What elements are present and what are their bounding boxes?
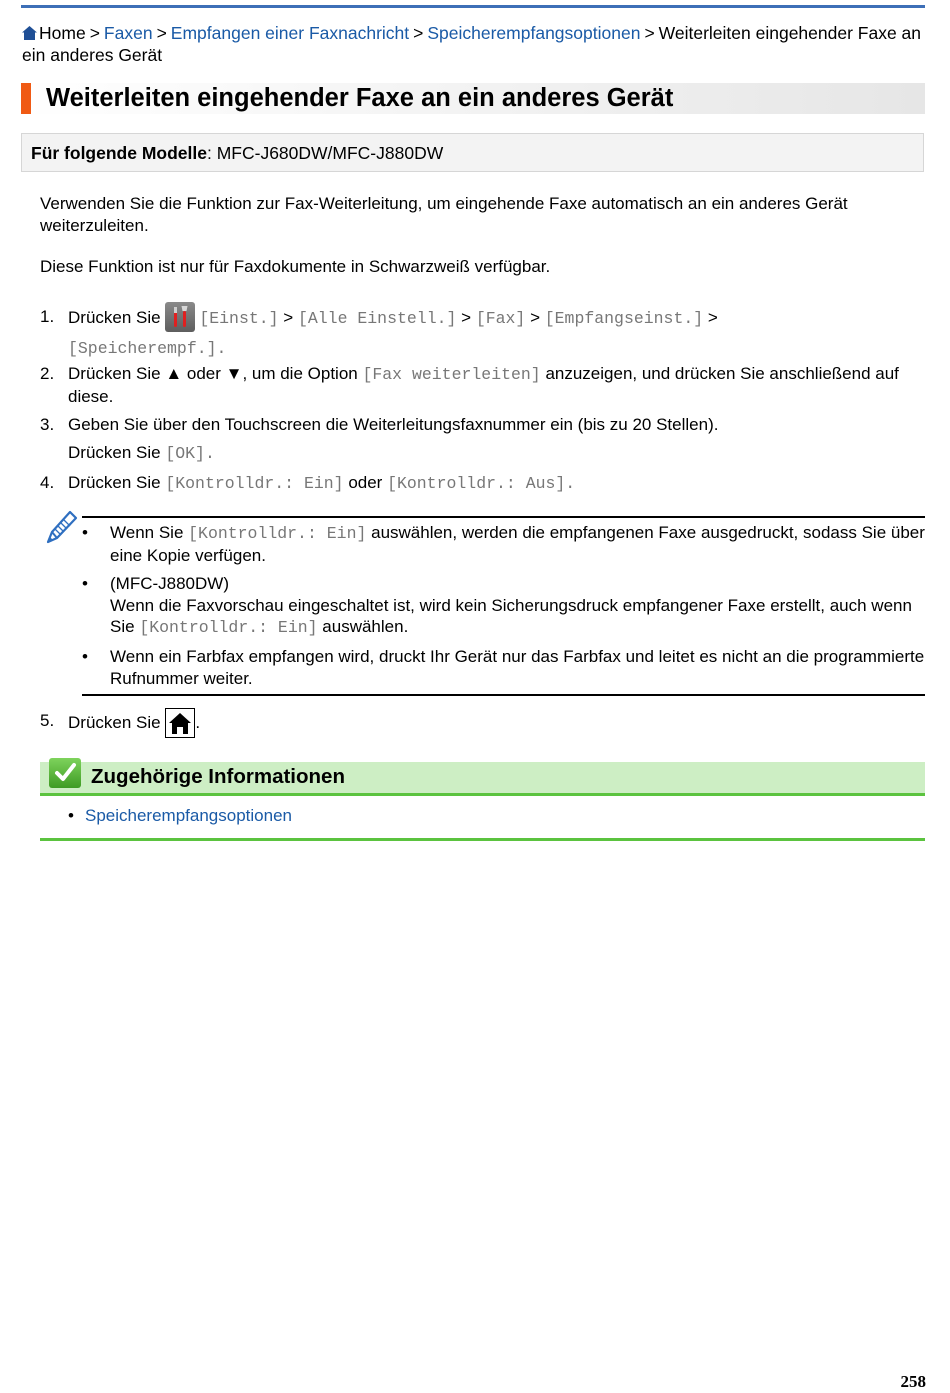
breadcrumb-separator: > — [413, 23, 424, 43]
bullet: • — [82, 647, 88, 666]
breadcrumb-separator: > — [89, 23, 100, 43]
related-info-header — [40, 762, 925, 796]
breadcrumb-link-empfangen[interactable]: Empfangen einer Faxnachricht — [170, 23, 410, 43]
home-icon[interactable] — [165, 708, 195, 738]
page-number: 258 — [900, 1372, 926, 1391]
code-kontrolldr-ein: [Kontrolldr.: Ein] — [165, 474, 344, 493]
note-text — [110, 573, 925, 639]
code-ok: [OK]. — [165, 444, 215, 463]
checkmark-icon — [49, 758, 81, 788]
note-text-part: auswählen, werden die empfangenen Faxe ausgedruckt, sodass Sie über eine Kopie verfügen. — [110, 523, 925, 565]
step-number: 4. — [40, 473, 55, 492]
note-text-part: Wenn die Faxvorschau eingeschaltet ist, wird kein Sicherungsdruck empfangener Faxe erstellt, auch wenn Sie — [110, 595, 912, 636]
models-label: Für folgende Modelle — [31, 143, 207, 163]
breadcrumb-separator: > — [644, 23, 655, 43]
related-link-speicherempfang[interactable]: Speicherempfangsoptionen — [85, 806, 292, 825]
step-number: 1. — [40, 307, 55, 326]
step-body — [68, 363, 925, 407]
step-body — [68, 708, 925, 738]
step-number: 2. — [40, 364, 55, 383]
note-text-part: Wenn Sie — [110, 523, 184, 542]
bullet: • — [68, 806, 74, 825]
step-separator: > — [530, 308, 540, 327]
models-value: : MFC-J680DW/MFC-J880DW — [206, 143, 444, 163]
step-text: Drücken Sie ▲ oder ▼, um die Option — [68, 364, 358, 383]
note-rule-bottom — [82, 694, 925, 696]
breadcrumb-link-faxen[interactable]: Faxen — [103, 23, 153, 43]
step-number: 3. — [40, 415, 55, 434]
code-fax-weiterleiten: [Fax weiterleiten] — [362, 365, 541, 384]
note-model-tag: (MFC-J880DW) — [110, 574, 229, 593]
code-alle-einstell: [Alle Einstell.] — [297, 309, 457, 328]
breadcrumb-current: Weiterleiten eingehender Faxe an ein anderes Gerät — [22, 23, 922, 65]
code-einst: [Einst.] — [199, 309, 279, 328]
step-text: Drücken Sie — [68, 473, 161, 492]
step-separator: > — [461, 308, 472, 327]
step-number: 5. — [40, 711, 55, 730]
breadcrumb-separator: > — [156, 23, 167, 43]
models-box — [21, 133, 924, 172]
code-fax: [Fax] — [475, 309, 526, 328]
note-box — [40, 505, 925, 695]
note-text-part: auswählen. — [322, 617, 409, 636]
breadcrumb-link-speicherempfang[interactable]: Speicherempfangsoptionen — [427, 23, 641, 43]
note-text — [110, 522, 925, 566]
step-text: Geben Sie über den Touchscreen die Weiterleitungsfaxnummer ein (bis zu 20 Stellen). — [68, 415, 719, 434]
breadcrumb-home[interactable]: Home — [39, 23, 86, 43]
step-body — [68, 414, 925, 468]
page-title: Weiterleiten eingehender Faxe an ein anderes Gerät — [46, 84, 674, 112]
code-speicherempf: [Speicherempf.]. — [68, 339, 227, 358]
step-separator: > — [707, 308, 718, 327]
step-separator: > — [283, 308, 294, 327]
code-kontrolldr-aus: [Kontrolldr.: Aus]. — [387, 474, 576, 493]
step-text: oder — [348, 473, 383, 492]
step-text: Drücken Sie — [68, 308, 161, 327]
intro-paragraph: Verwenden Sie die Funktion zur Fax-Weiterleitung, um eingehende Faxe automatisch an ein anderes Gerät weiterzuleiten. — [40, 194, 848, 235]
note-rule-top — [82, 516, 925, 518]
top-rule — [21, 5, 925, 8]
step-text: Drücken Sie — [68, 713, 161, 732]
code-kontrolldr-ein: [Kontrolldr.: Ein] — [139, 618, 318, 637]
step-subline — [68, 439, 925, 468]
step-text: Drücken Sie — [68, 443, 161, 462]
pencil-icon — [42, 508, 78, 548]
breadcrumb — [22, 22, 926, 66]
settings-icon[interactable] — [165, 302, 195, 332]
related-info-bottom-rule — [40, 838, 925, 841]
step-text: . — [195, 713, 201, 732]
code-empfangseinst: [Empfangseinst.] — [544, 309, 704, 328]
note-text: Wenn ein Farbfax empfangen wird, druckt Ihr Gerät nur das Farbfax und leitet es nicht an die programmierte Rufnummer weiter. — [110, 647, 925, 688]
code-kontrolldr-ein: [Kontrolldr.: Ein] — [188, 524, 367, 543]
page-title-bar — [21, 83, 925, 114]
bullet: • — [82, 574, 88, 593]
models-text — [31, 143, 443, 165]
step-body — [68, 472, 925, 495]
title-accent — [21, 83, 31, 114]
home-icon[interactable] — [22, 26, 37, 40]
related-info-title: Zugehörige Informationen — [91, 765, 345, 788]
bullet: • — [82, 523, 88, 542]
step-body — [68, 302, 925, 363]
step-text: anzuzeigen, und drücken Sie anschließend auf diese. — [68, 364, 899, 406]
intro-paragraph: Diese Funktion ist nur für Faxdokumente in Schwarzweiß verfügbar. — [40, 257, 551, 276]
